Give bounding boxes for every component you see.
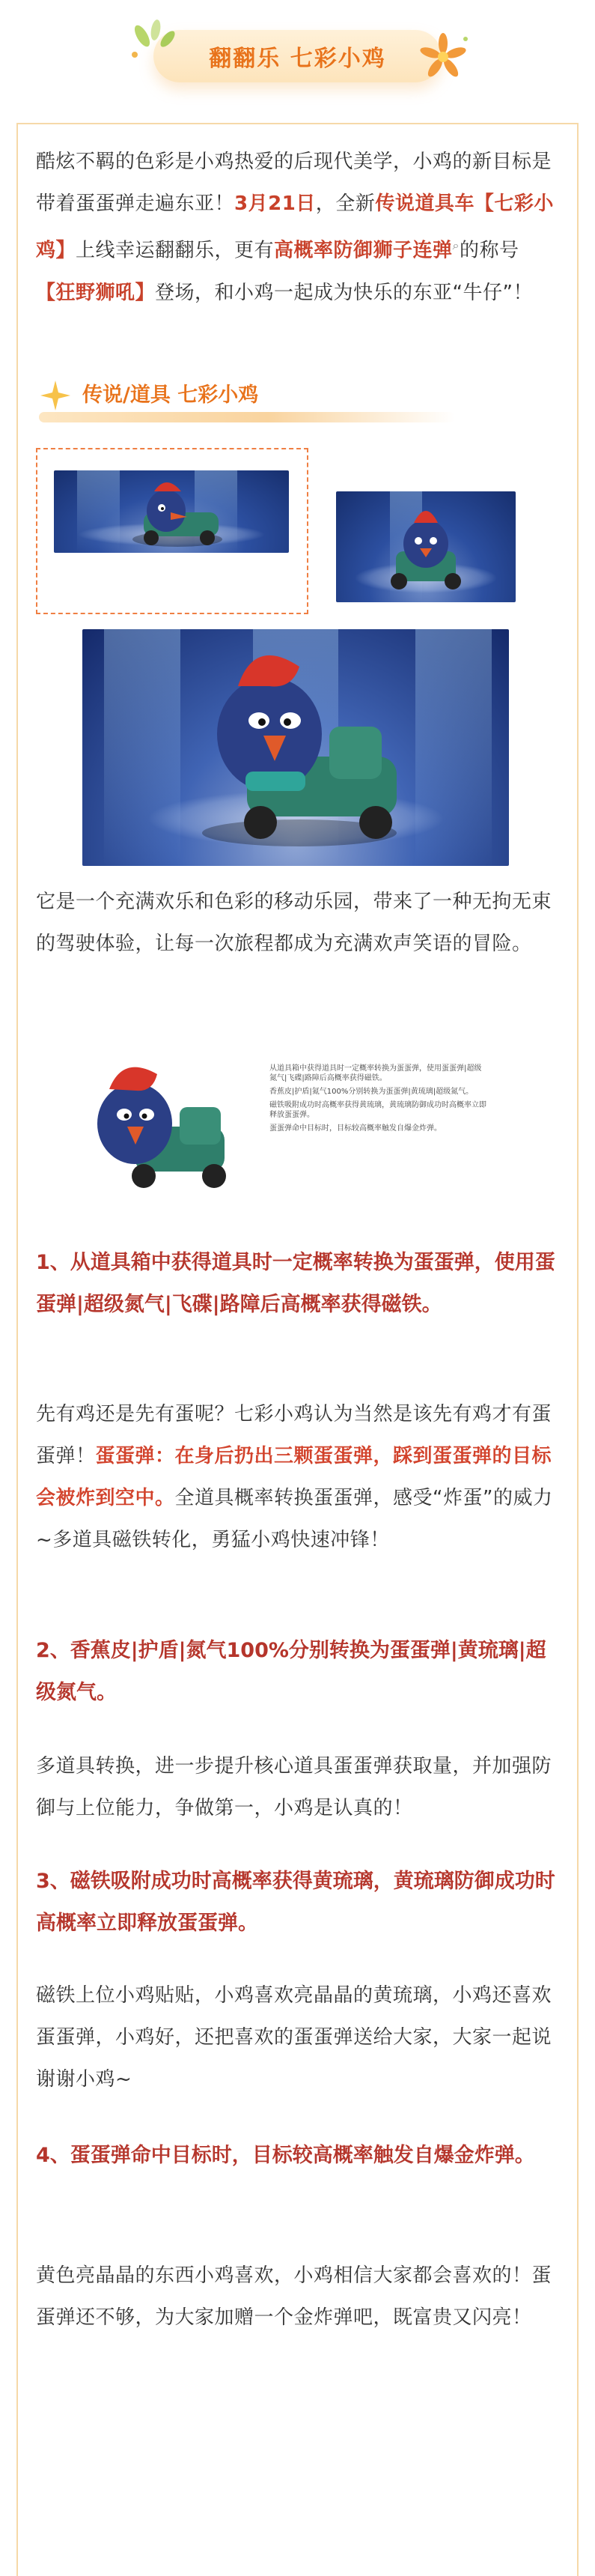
- feature-body-1-text-b: 全道具概率转换蛋蛋弹，感受“炸蛋”的威力~多道具磁铁转化，勇猛小鸡快速冲锋！: [36, 1487, 553, 1551]
- car-front-image: [336, 491, 516, 602]
- car-showcase-image: [82, 629, 509, 866]
- page-title: 翻翻乐 七彩小鸡: [209, 46, 386, 72]
- title-name: 【狂野狮吼】: [36, 281, 156, 304]
- feature-body-4: 黄色亮晶晶的东西小鸡喜欢，小鸡相信大家都会喜欢的！蛋蛋弹还不够，为大家加赠一个金炸弹吧，既富贵又闪亮！: [36, 2264, 552, 2329]
- launch-date: 3月21日: [234, 193, 316, 215]
- intro-paragraph: [36, 141, 558, 314]
- page-header: [0, 0, 595, 105]
- intro-text-4: 的称号: [460, 239, 519, 262]
- item-name: 传说道具车【七彩小鸡】: [36, 193, 554, 262]
- note-item: 磁铁吸附成功时高概率获得黄琉璃，黄琉璃防御成功时高概率立即释放蛋蛋弹。: [269, 1101, 486, 1119]
- intro-text-5: 登场，和小鸡一起成为快乐的东亚“牛仔”！: [155, 281, 533, 304]
- feature-heading-2: 2、香蕉皮|护盾|氮气100%分别转换为蛋蛋弹|黄琉璃|超级氮气。: [36, 1639, 546, 1704]
- feature-body-1-highlight: 蛋蛋弹：在身后扔出三颗蛋蛋弹，踩到蛋蛋弹的目标会被炸到空中。: [36, 1445, 552, 1509]
- section-title: [36, 375, 455, 427]
- sparkle-star-icon: [39, 379, 72, 412]
- mascot-graphic: [75, 1055, 239, 1204]
- intro-text-1: 酷炫不羁的色彩是小鸡热爱的后现代美学，小鸡的新目标是带着蛋蛋弹走遍东亚！: [36, 151, 552, 215]
- mascot-graphic: [180, 637, 419, 854]
- mascot-graphic: [121, 475, 234, 550]
- feature-heading-1: 1、从道具箱中获得道具时一定概率转换为蛋蛋弹，使用蛋蛋弹|超级氮气|飞碟|路障后高概率获得磁铁。: [36, 1251, 555, 1316]
- feature-notes: [269, 1064, 486, 1137]
- highlight-link[interactable]: 高概率防御狮子连弹: [274, 239, 453, 262]
- feature-body-3: 磁铁上位小鸡贴贴，小鸡喜欢亮晶晶的黄琉璃，小鸡还喜欢蛋蛋弹，小鸡好，还把喜欢的蛋蛋弹送给大家，大家一起说谢谢小鸡~: [36, 1984, 552, 2091]
- note-item: 蛋蛋弹命中目标时，目标较高概率触发自爆金炸弹。: [269, 1124, 442, 1133]
- mascot-graphic: [381, 499, 471, 596]
- section-title-text: 传说/道具 七彩小鸡: [82, 384, 259, 407]
- car-side-image: [54, 470, 289, 553]
- note-item: 香蕉皮|护盾|氮气100%分别转换为蛋蛋弹|黄琉璃|超级氮气。: [269, 1088, 474, 1096]
- note-item: 从道具箱中获得道具时一定概率转换为蛋蛋弹，使用蛋蛋弹|超级氮气|飞碟|路障后高概率获得磁铁。: [269, 1064, 482, 1082]
- feature-body-1-text-a: 先有鸡还是先有蛋呢？七彩小鸡认为当然是该先有鸡才有蛋蛋弹！: [36, 1403, 552, 1467]
- feature-body-1: [36, 1393, 558, 1561]
- feature-body-2: 多道具转换，进一步提升核心道具蛋蛋弹获取量，并加强防御与上位能力，争做第一，小鸡是认真的！: [36, 1755, 552, 1819]
- car-notes-image: [75, 1055, 239, 1204]
- feature-heading-3: 3、磁铁吸附成功时高概率获得黄琉璃，黄琉璃防御成功时高概率立即释放蛋蛋弹。: [36, 1870, 555, 1935]
- image-caption: 它是一个充满欢乐和色彩的移动乐园，带来了一种无拘无束的驾驶体验，让每一次旅程都成为充满欢声笑语的冒险。: [36, 891, 552, 955]
- intro-text-3: 上线幸运翻翻乐，更有: [76, 239, 275, 262]
- search-icon[interactable]: ⌕: [452, 238, 460, 252]
- intro-text-2: ，全新: [315, 193, 376, 215]
- feature-heading-4: 4、蛋蛋弹命中目标时，目标较高概率触发自爆金炸弹。: [36, 2144, 535, 2167]
